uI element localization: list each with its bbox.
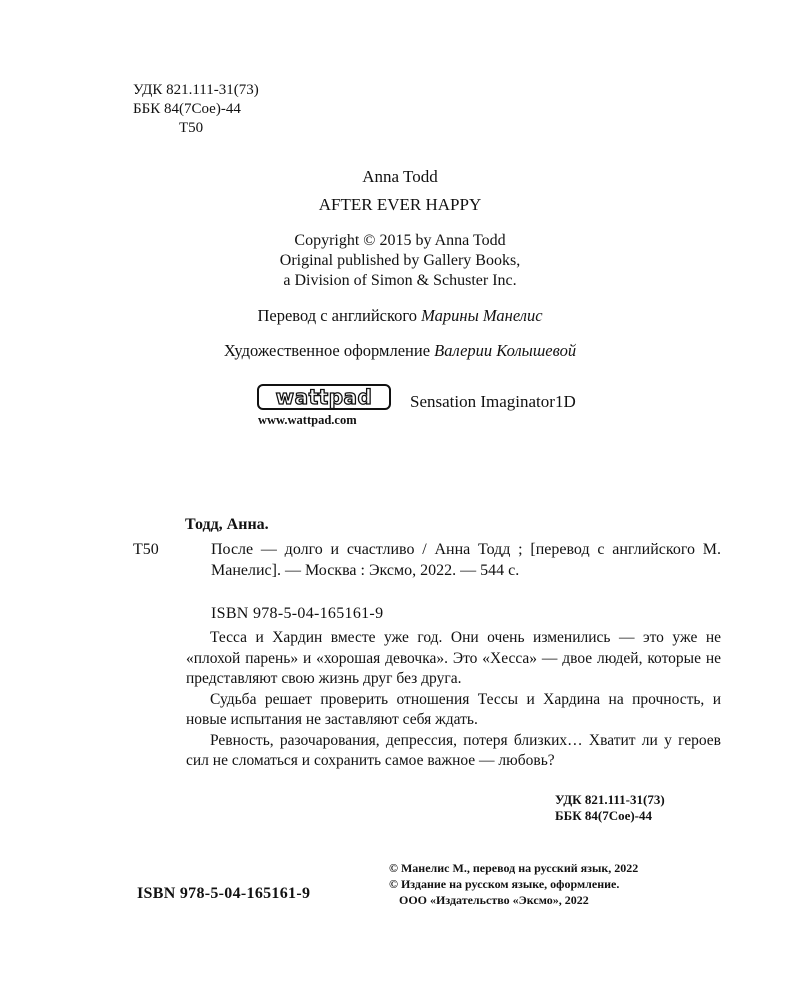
book-title: AFTER EVER HAPPY [318,195,482,214]
author-mark: Т50 [179,120,204,136]
footer-isbn: ISBN 978-5-04-165161-9 [137,885,311,902]
annotation-paragraph: Судьба решает проверить отношения Тессы и Хардина на прочность, и новые испытания не заставляют себя ждать. [186,690,721,728]
credit-line: © Издание на русском языке, оформление. [389,877,620,891]
translator-name: Марины Манелис [421,306,543,325]
book-author: Anna Todd [362,167,438,186]
udk-code: УДК 821.111-31(73) [555,792,665,807]
classification-block [133,81,259,138]
artist-name: Валерии Колышевой [434,341,577,360]
copyright-block [0,231,800,291]
translation-label: Перевод с английского [257,306,418,325]
bbk-code: ББК 84(7Сое)-44 [133,101,241,117]
copyright-line: a Division of Simon & Schuster Inc. [283,272,517,289]
bibliographic-description: После — долго и счастливо / Анна Тодд ; [перевод с английского М. Манелис]. — Москва : Эксмо, 2022. — 544 с. [211,541,721,579]
copyright-line: Copyright © 2015 by Anna Todd [294,232,506,249]
annotation [186,628,721,772]
publisher-credits [389,860,638,908]
copyright-line: Original published by Gallery Books, [279,252,521,269]
udk-code: УДК 821.111-31(73) [133,82,259,98]
bibliographic-isbn: ISBN 978-5-04-165161-9 [211,605,384,622]
wattpad-url: www.wattpad.com [258,413,357,427]
credit-line: © Манелис М., перевод на русский язык, 2022 [389,861,639,875]
art-label: Художественное оформление [223,341,431,360]
art-credit [0,341,800,361]
wattpad-caption: Sensation Imaginator1D [410,392,576,411]
credit-line: ООО «Издательство «Эксмо», 2022 [399,893,589,907]
bibliographic-code: Т50 [133,541,159,558]
annotation-paragraph: Ревность, разочарования, депрессия, потеря близких… Хватит ли у героев сил не сломаться и сохранить самое важное — любовь? [186,731,721,769]
bottom-classification [555,792,665,824]
translation-credit [0,306,800,326]
bbk-code: ББК 84(7Сое)-44 [555,808,653,823]
wattpad-logo: wattpad [257,384,391,410]
annotation-paragraph: Тесса и Хардин вместе уже год. Они очень изменились — это уже не «плохой парень» и «хорошая девочка». Это «Хесса» — двое людей, которые не представляют свою жизнь друг без друга. [186,629,721,687]
bibliographic-author: Тодд, Анна. [185,516,269,533]
